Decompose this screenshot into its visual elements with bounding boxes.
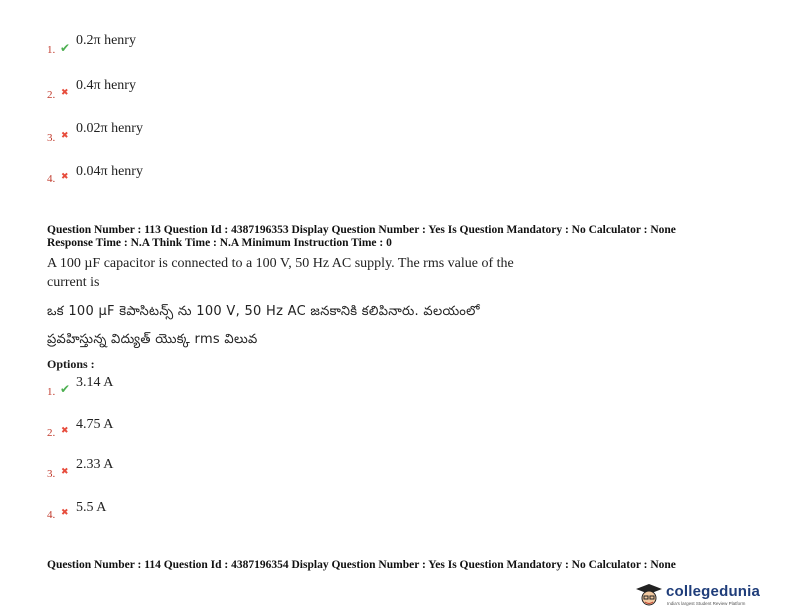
cross-icon: ✖ [61,172,69,182]
cross-icon: ✖ [61,508,69,518]
cross-icon: ✖ [61,131,69,141]
question-telugu-line: ప్రవహిస్తున్న విద్యుత్ యొక్క rms విలువ [47,332,258,347]
logo-tagline: India's largest Student Review Platform [667,601,746,606]
option-number: 3. [47,132,56,144]
option-number: 1. [47,44,56,56]
option-number: 2. [47,427,56,439]
question-telugu-line: ఒక 100 µF కెపాసిటన్స్ ను 100 V, 50 Hz AC జనకానికి కలిపినారు. వలయంలో [47,304,480,319]
option-text: 0.4π henry [76,78,136,93]
question-timing-line: Response Time : N.A Think Time : N.A Minimum Instruction Time : 0 [47,237,392,249]
option-text: 0.02π henry [76,121,143,136]
logo-name: collegedunia [666,583,761,600]
question-meta-line: Question Number : 114 Question Id : 4387196354 Display Question Number : Yes Is Question Mandatory : No Calculator : None [47,559,676,571]
cross-icon: ✖ [61,467,69,477]
option-text: 3.14 A [76,375,114,390]
option-number: 2. [47,89,56,101]
option-number: 4. [47,509,56,521]
option-text: 2.33 A [76,457,114,472]
option-text: 5.5 A [76,500,107,515]
option-text: 0.2π henry [76,33,136,48]
options-label: Options : [47,357,95,371]
cross-icon: ✖ [61,426,69,436]
check-icon: ✔ [60,41,71,55]
option-number: 4. [47,173,56,185]
option-text: 0.04π henry [76,164,143,179]
option-number: 1. [47,386,56,398]
question-text-line: A 100 µF capacitor is connected to a 100 V, 50 Hz AC supply. The rms value of the [47,256,514,271]
cross-icon: ✖ [61,88,69,98]
question-text-line: current is [47,275,100,290]
collegedunia-logo [634,582,784,608]
graduate-mascot-icon [634,582,664,608]
option-number: 3. [47,468,56,480]
check-icon: ✔ [60,382,71,396]
option-text: 4.75 A [76,417,114,432]
question-meta-line: Question Number : 113 Question Id : 4387196353 Display Question Number : Yes Is Question Mandatory : No Calculator : None [47,224,676,236]
